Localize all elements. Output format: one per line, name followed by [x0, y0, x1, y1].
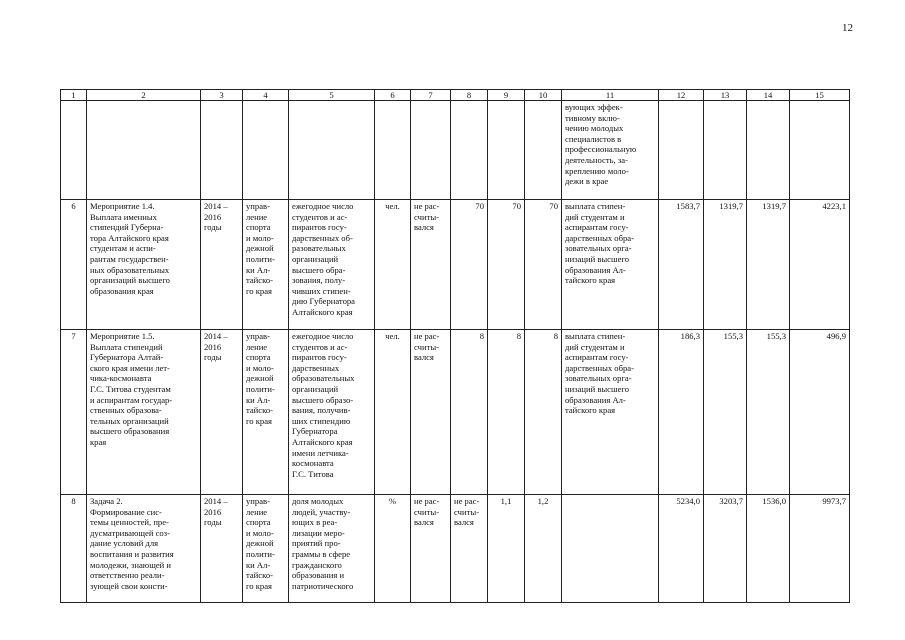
- table-cell: [747, 101, 790, 200]
- row-number: 7: [61, 330, 87, 495]
- table-cell: [375, 101, 411, 200]
- unit-cell: чел.: [375, 200, 411, 330]
- table-cell: [61, 101, 87, 200]
- value-2015: 1,1: [488, 495, 525, 603]
- period-cell: 2014 – 2016 годы: [201, 330, 243, 495]
- funding-2016: 1319,7: [747, 200, 790, 330]
- funding-2014: 1583,7: [659, 200, 704, 330]
- header-cell: 12: [659, 90, 704, 101]
- funding-2014: 186,3: [659, 330, 704, 495]
- value-2016: 8: [525, 330, 562, 495]
- unit-cell: чел.: [375, 330, 411, 495]
- value-2015: 8: [488, 330, 525, 495]
- executor-cell: управ- ление спорта и моло- дежной полити- ки Ал- тайско- го края: [243, 330, 289, 495]
- funding-total: 496,9: [790, 330, 850, 495]
- header-cell: 15: [790, 90, 850, 101]
- funding-2015: 1319,7: [704, 200, 747, 330]
- indicator-cell: доля молодых людей, участву- ющих в реа- лизации меро- приятий про- граммы в сфере гражданского образования и патриотического: [289, 495, 375, 603]
- table-cell: [243, 101, 289, 200]
- unit-cell: %: [375, 495, 411, 603]
- table-row: [61, 330, 850, 495]
- header-cell: 4: [243, 90, 289, 101]
- header-cell: 5: [289, 90, 375, 101]
- table-cell: [704, 101, 747, 200]
- table-cell: [289, 101, 375, 200]
- table-cell: [488, 101, 525, 200]
- base-value-cell: не рас- считы- вался: [411, 200, 451, 330]
- funding-total: 4223,1: [790, 200, 850, 330]
- base-value-cell: не рас- считы- вался: [411, 330, 451, 495]
- result-cell: [562, 495, 659, 603]
- value-2014: 8: [451, 330, 488, 495]
- result-cell: выплата стипен- дий студентам и аспирантам госу- дарственных обра- зовательных орга- низаций высшего образования Ал- тайского края: [562, 330, 659, 495]
- header-cell: 1: [61, 90, 87, 101]
- value-2014: не рас- считы- вался: [451, 495, 488, 603]
- value-2014: 70: [451, 200, 488, 330]
- funding-2016: 1536,0: [747, 495, 790, 603]
- measure-name: Мероприятие 1.5. Выплата стипендий Губернатора Алтай- ского края имени лет- чика-космонавта Г.С. Титова студентам и аспирантам государ- ственных образова- тельных организаций высшего образования края: [87, 330, 201, 495]
- period-cell: 2014 – 2016 годы: [201, 200, 243, 330]
- header-cell: 8: [451, 90, 488, 101]
- executor-cell: управ- ление спорта и моло- дежной полити- ки Ал- тайско- го края: [243, 495, 289, 603]
- table-cell: [87, 101, 201, 200]
- header-cell: 13: [704, 90, 747, 101]
- value-2016: 1,2: [525, 495, 562, 603]
- header-cell: 2: [87, 90, 201, 101]
- header-cell: 10: [525, 90, 562, 101]
- header-cell: 9: [488, 90, 525, 101]
- header-cell: 14: [747, 90, 790, 101]
- funding-2015: 3203,7: [704, 495, 747, 603]
- indicator-cell: ежегодное число студентов и ас- пирантов госу- дарственных образовательных организаций высшего образо- вания, получив- ших стипендию Губернатора Алтайского края имени летчика- космонавта Г.С. Титова: [289, 330, 375, 495]
- header-row: [61, 90, 850, 101]
- funding-2014: 5234,0: [659, 495, 704, 603]
- table-cell: [659, 101, 704, 200]
- indicator-cell: ежегодное число студентов и ас- пирантов госу- дарственных об- разовательных организаций высшего обра- зования, полу- чивших стипен- дию Губернатора Алтайского края: [289, 200, 375, 330]
- funding-total: 9973,7: [790, 495, 850, 603]
- table-row: [61, 495, 850, 603]
- measure-name: Задача 2. Формирование сис- темы ценностей, пре- дусматривающей соз- дание условий для воспитания и развития молодежи, знающей и ответственно реали- зующей свои консти-: [87, 495, 201, 603]
- header-cell: 11: [562, 90, 659, 101]
- table-cell: [525, 101, 562, 200]
- result-cell: вующих эффек- тивному вклю- чению молодых специалистов в профессиональную деятельность, за- креплению моло- дежи в крае: [562, 101, 659, 200]
- table-cell: [451, 101, 488, 200]
- program-table: [60, 89, 850, 603]
- row-number: 8: [61, 495, 87, 603]
- funding-2015: 155,3: [704, 330, 747, 495]
- measure-name: Мероприятие 1.4. Выплата именных стипендий Губерна- тора Алтайского края студентам и аспи- рантам государствен- ных образовательных организаций высшего образования края: [87, 200, 201, 330]
- header-cell: 7: [411, 90, 451, 101]
- page-number: 12: [842, 22, 853, 34]
- continuation-row: [61, 101, 850, 200]
- table-cell: [411, 101, 451, 200]
- table-cell: [790, 101, 850, 200]
- funding-2016: 155,3: [747, 330, 790, 495]
- period-cell: 2014 – 2016 годы: [201, 495, 243, 603]
- table-cell: [201, 101, 243, 200]
- header-cell: 3: [201, 90, 243, 101]
- executor-cell: управ- ление спорта и моло- дежной полити- ки Ал- тайско- го края: [243, 200, 289, 330]
- header-cell: 6: [375, 90, 411, 101]
- row-number: 6: [61, 200, 87, 330]
- result-cell: выплата стипен- дий студентам и аспирантам госу- дарственных обра- зовательных орга- низаций высшего образования Ал- тайского края: [562, 200, 659, 330]
- value-2015: 70: [488, 200, 525, 330]
- value-2016: 70: [525, 200, 562, 330]
- table-row: [61, 200, 850, 330]
- base-value-cell: не рас- считы- вался: [411, 495, 451, 603]
